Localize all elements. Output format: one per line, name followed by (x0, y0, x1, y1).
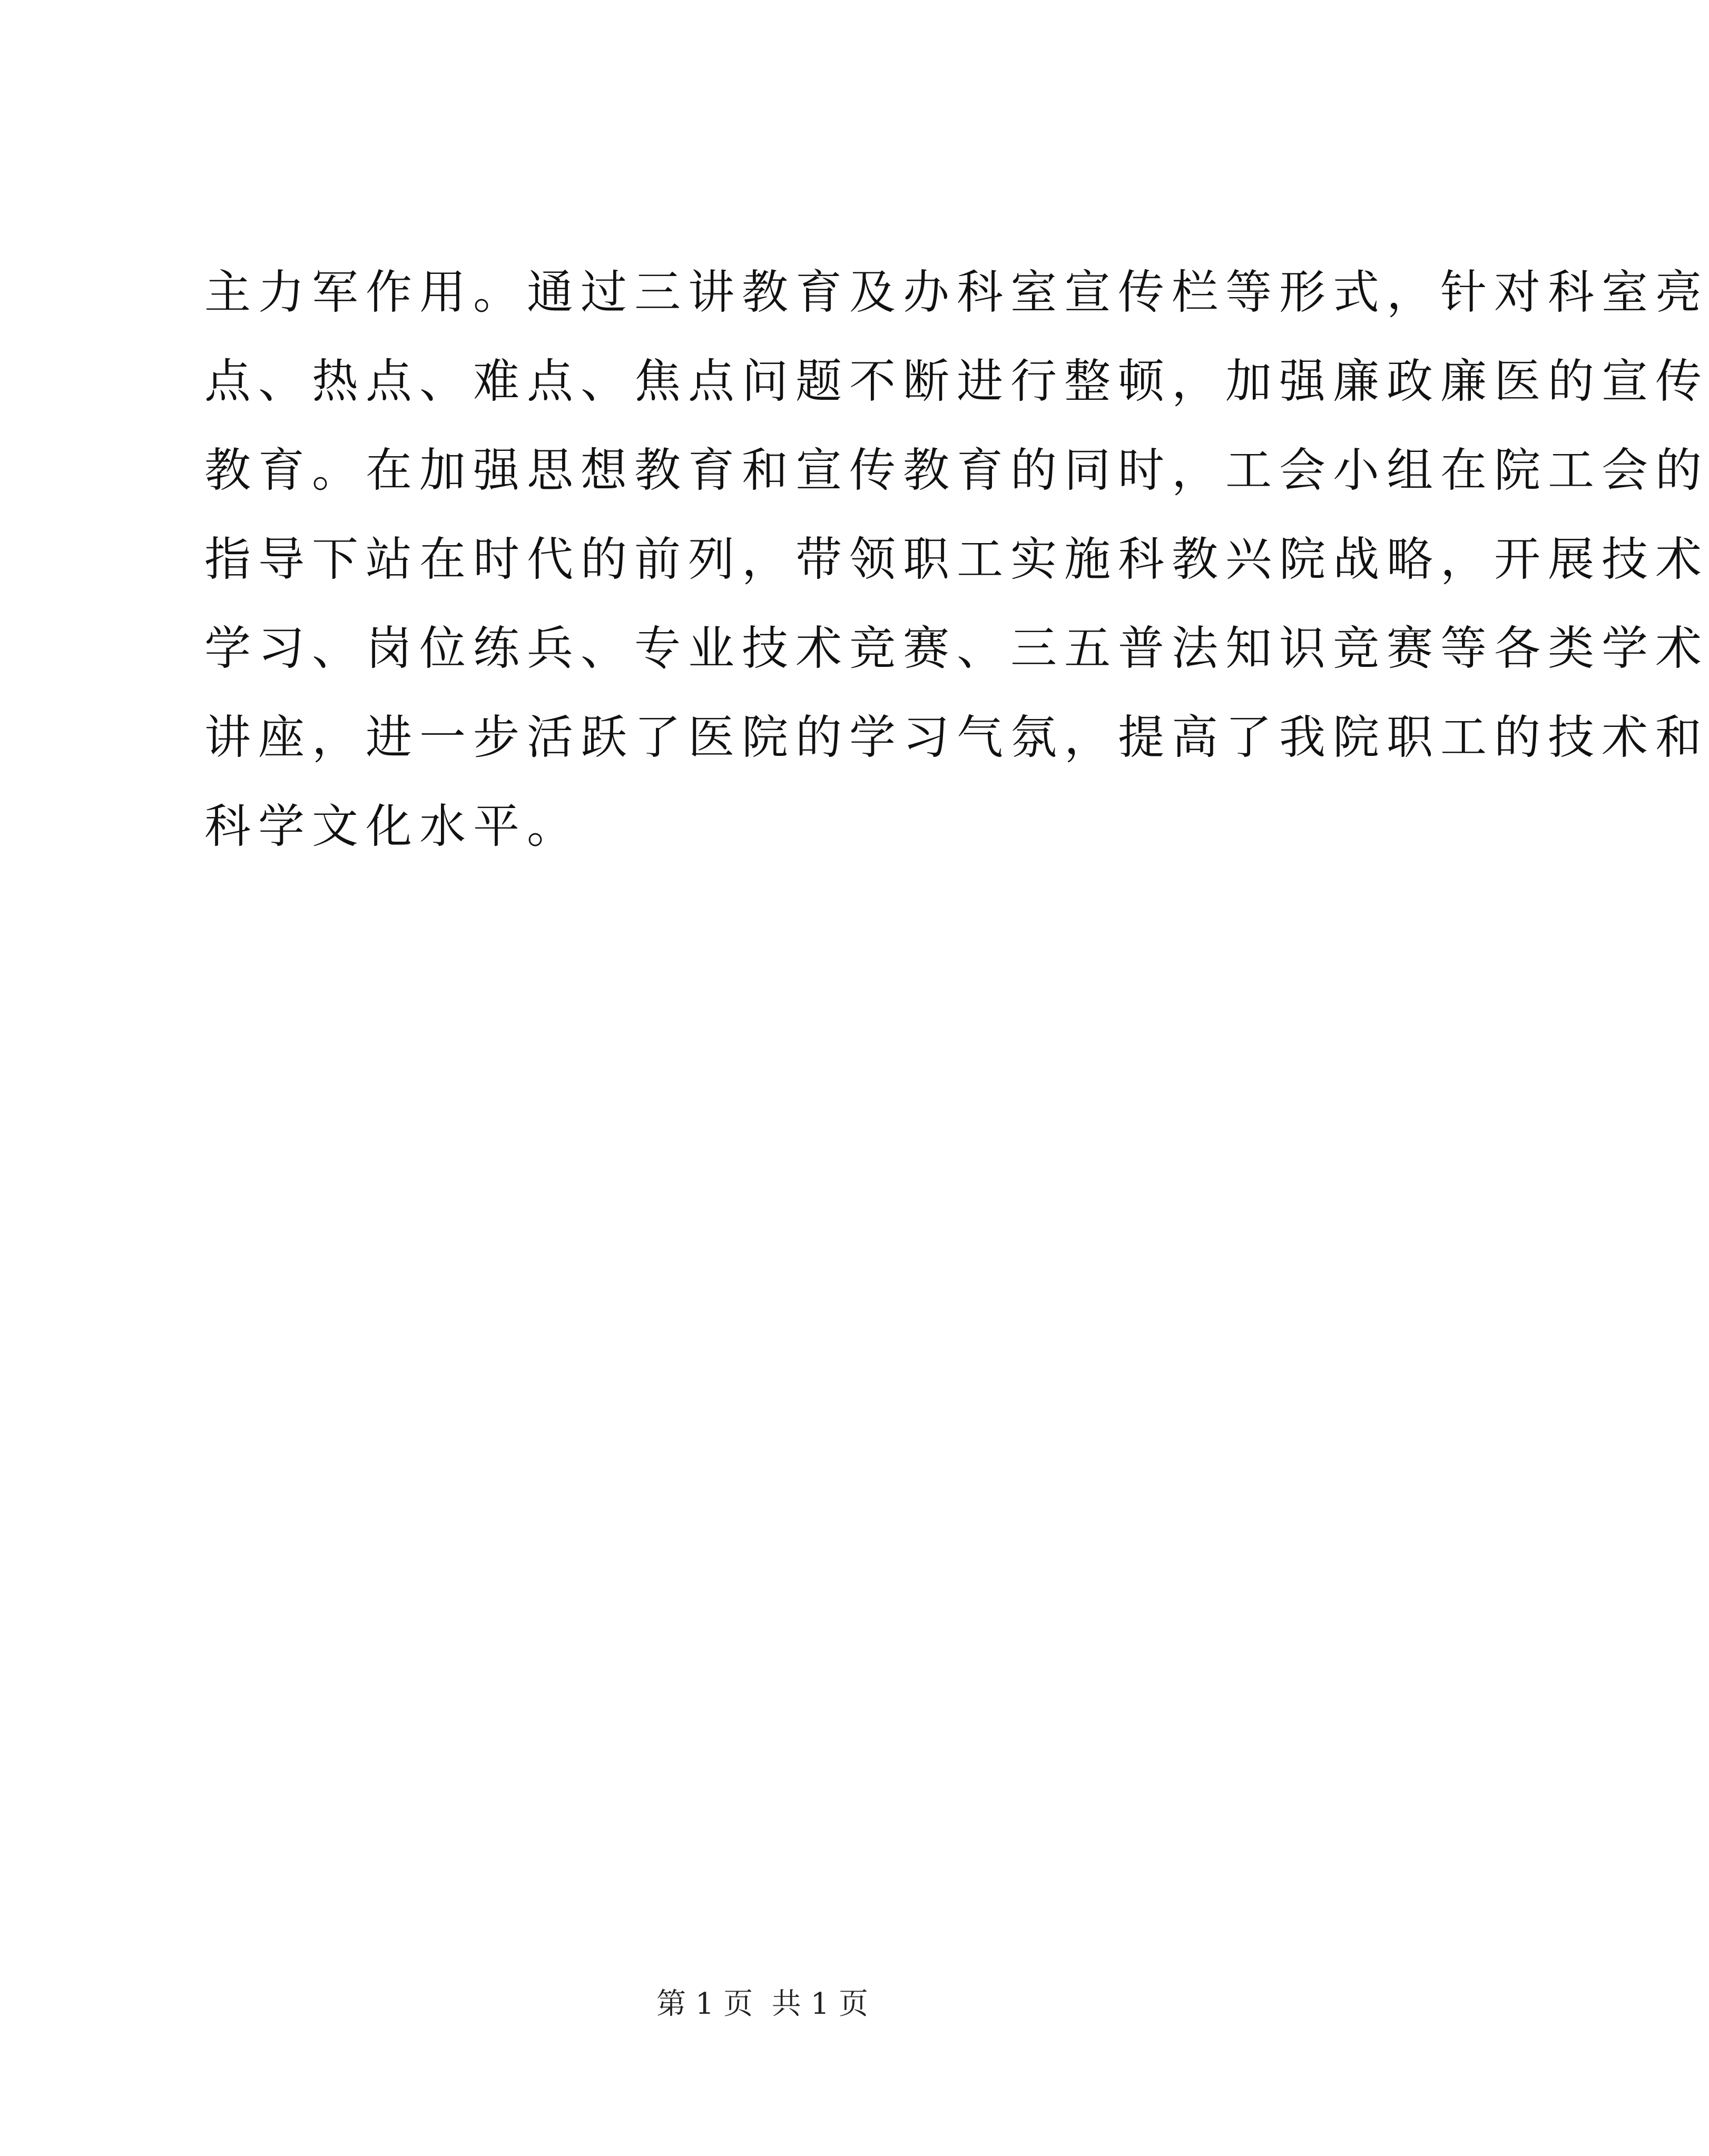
body-paragraph (204, 248, 1709, 871)
paragraph-line: 科学文化水平。 (204, 799, 581, 853)
paragraph-line: 教育。在加强思想教育和宣传教育的同时，工会小组在院工会的 (204, 443, 1709, 497)
paragraph-line: 讲座，进一步活跃了医院的学习气氛，提高了我院职工的技术和 (204, 710, 1709, 764)
paragraph-line: 学习、岗位练兵、专业技术竞赛、三五普法知识竞赛等各类学术 (204, 621, 1709, 675)
page-number-footer: 第 1 页 共 1 页 (656, 1987, 869, 2021)
paragraph-line: 主力军作用。通过三讲教育及办科室宣传栏等形式，针对科室亮 (204, 265, 1709, 319)
paragraph-line: 指导下站在时代的前列，带领职工实施科教兴院战略，开展技术 (204, 532, 1709, 586)
paragraph-line: 点、热点、难点、焦点问题不断进行整顿，加强廉政廉医的宣传 (204, 354, 1709, 408)
